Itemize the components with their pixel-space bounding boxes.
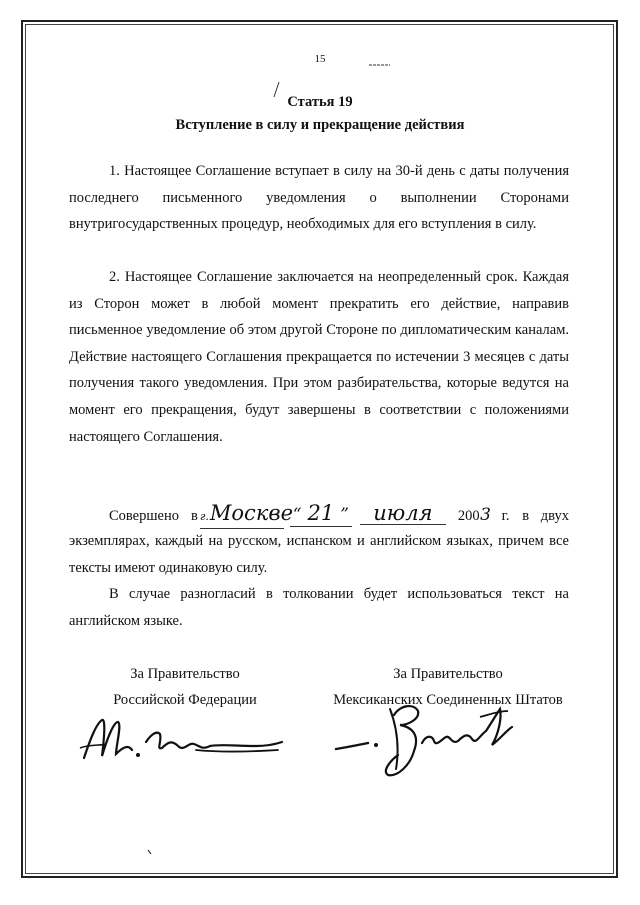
month-handwritten: июля bbox=[360, 502, 446, 525]
done-prefix: Совершено bbox=[109, 508, 179, 524]
paragraph-termination: 2. Настоящее Соглашение заключается на неопределенный срок. Каждая из Сторон может в любой момент прекратить его действие, направив письменное уведомление об этом другой Стороне по дипломатическим каналам. Действие настоящего Соглашения прекращается по истечении 3 месяцев с даты получения такого уведомления. При этом разбирательства, которые ведутся на момент его прекращения, будут завершены в соответствии с положениями настоящего Соглашения. bbox=[69, 269, 569, 445]
paragraph-entry-into-force: 1. Настоящее Соглашение вступает в силу на 30-й день с даты получения последнего письменного уведомления о выполнении Сторонами внутригосударственных процедур, необходимых для его вступления в силу. bbox=[69, 163, 569, 233]
year-digit-handwritten: 3 bbox=[480, 505, 491, 525]
done-in-two: в двух bbox=[522, 508, 569, 524]
done-in: в bbox=[190, 508, 198, 524]
signature-russia bbox=[76, 700, 286, 770]
article-title: Статья 19 bbox=[287, 94, 353, 110]
day-open-quote: “ bbox=[292, 505, 302, 525]
article-subtitle: Вступление в силу и прекращение действия bbox=[175, 117, 465, 133]
city-handwritten: Москве bbox=[209, 501, 294, 525]
page-number: 15 bbox=[314, 53, 326, 65]
paragraph-discrepancy: В случае разногласий в толковании будет использоваться текст на английском языке. bbox=[69, 586, 569, 629]
signatory-right-line2: Мексиканских Соединенных Штатов bbox=[333, 692, 563, 708]
day-handwritten: 21 bbox=[307, 501, 335, 525]
signatory-left-line2: Российской Федерации bbox=[113, 692, 257, 708]
signatory-right-line1: За Правительство bbox=[393, 666, 503, 682]
day-field bbox=[290, 502, 352, 527]
city-field bbox=[199, 501, 294, 529]
year-suffix: г. bbox=[501, 508, 510, 524]
done-line bbox=[69, 502, 569, 530]
signatory-left-line1: За Правительство bbox=[130, 666, 240, 682]
year-prefix: 200 bbox=[457, 508, 480, 524]
signature-mexico bbox=[330, 695, 520, 785]
pen-mark bbox=[146, 848, 154, 856]
day-close-quote: ” bbox=[340, 505, 349, 525]
paragraph-languages: экземплярах, каждый на русском, испанском и английском языках, причем все тексты имеют одинаковую силу. bbox=[69, 533, 569, 576]
pen-mark bbox=[368, 62, 392, 68]
city-prefix: г. bbox=[199, 510, 209, 523]
